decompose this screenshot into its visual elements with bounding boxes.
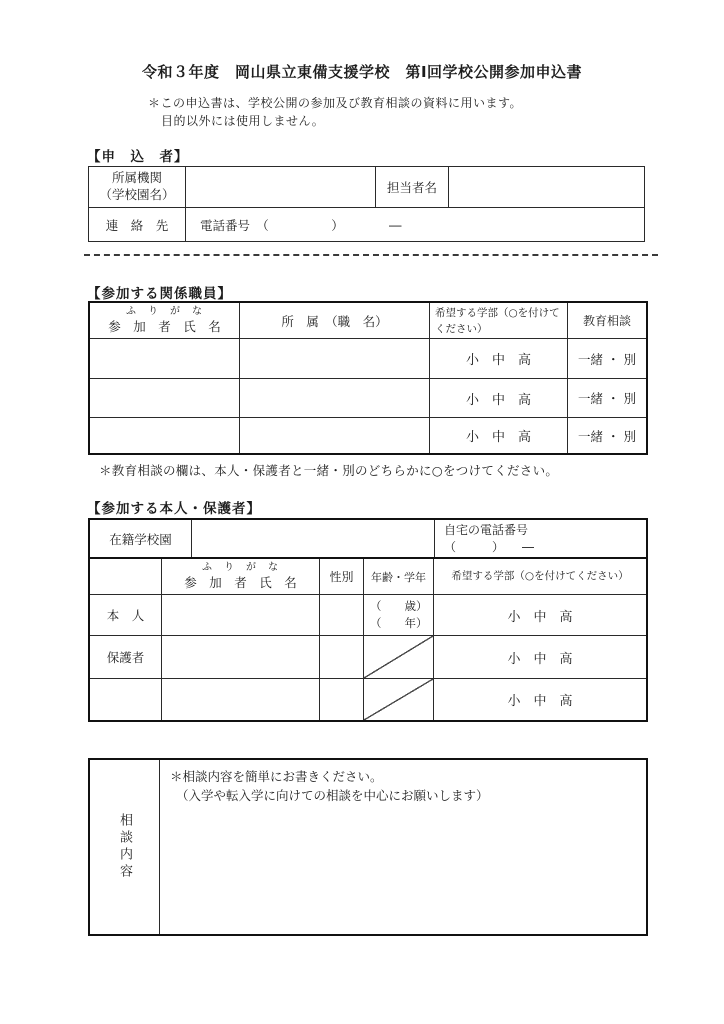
applicant-table (88, 166, 645, 242)
guardian-age-cell-crossed (364, 636, 434, 679)
consultation-label: 相談内容 (117, 813, 132, 881)
purpose-note-line1: ＊この申込書は、学校公開の参加及び教育相談の資料に用います。 (148, 96, 523, 110)
staff-row3-affiliation-cell (240, 418, 430, 453)
affiliation-label-line2: （学校園名） (99, 187, 175, 202)
staff-row1-consultation-options: 一緒 ・ 別 (568, 339, 646, 379)
contact-person-label: 担当者名 (376, 167, 449, 208)
participants-corner-cell (90, 559, 162, 595)
staff-section-heading: 【参加する関係職員】 (87, 286, 232, 302)
extra-name-cell (162, 679, 320, 720)
staff-name-header (90, 303, 240, 339)
enrolled-school-label: 在籍学校園 (90, 520, 192, 557)
staff-row3-name-cell (90, 418, 240, 453)
staff-table-note: ＊教育相談の欄は、本人・保護者と一緒・別のどちらかに○をつけてください。 (99, 463, 559, 478)
staff-name-header-label: 参 加 者 氏 名 (108, 318, 221, 334)
guardian-sex-cell (320, 636, 364, 679)
staff-row1-affiliation-cell (240, 339, 430, 379)
home-phone-value: （ ） ― (444, 539, 535, 554)
contact-label: 連 絡 先 (89, 208, 186, 241)
dashed-separator (84, 254, 658, 256)
affiliation-label (89, 167, 186, 208)
age-grade-header: 年齢・学年 (364, 559, 434, 595)
guardian-department-options: 小 中 高 (434, 636, 646, 679)
phone-number-label: 電話番号 （ ） (200, 217, 344, 233)
consultation-box (88, 758, 648, 936)
staff-row1-department-options: 小 中 高 (430, 339, 568, 379)
participants-grid (90, 559, 646, 720)
staff-row2-department-options: 小 中 高 (430, 379, 568, 418)
extra-age-cell-crossed (364, 679, 434, 720)
participants-furigana-header: ふ り が な (202, 562, 279, 574)
person-age-line1: （ 歳） (370, 598, 428, 613)
staff-row1-name-cell (90, 339, 240, 379)
sex-header: 性別 (320, 559, 364, 595)
person-name-cell (162, 595, 320, 636)
person-age-line2: （ 年） (370, 616, 428, 630)
extra-department-options: 小 中 高 (507, 694, 573, 709)
person-department-options: 小 中 高 (434, 595, 646, 636)
phone-number-dash: ― (389, 217, 402, 232)
participants-table (88, 518, 648, 722)
participants-name-header (162, 559, 320, 595)
participants-school-row (90, 520, 646, 559)
consultation-label-cell (90, 760, 160, 934)
affiliation-input-cell (186, 167, 376, 208)
extra-sex-cell (320, 679, 364, 720)
person-row-label: 本 人 (90, 595, 162, 636)
staff-row3-consultation-options: 一緒 ・ 別 (578, 428, 636, 444)
staff-consultation-header: 教育相談 (568, 303, 646, 339)
document-title: 令和３年度 岡山県立東備支援学校 第Ⅰ回学校公開参加申込書 (141, 63, 583, 81)
home-phone-label: 自宅の電話番号 (444, 523, 529, 538)
staff-row2-name-cell (90, 379, 240, 418)
staff-department-header: 希望する学部（○を付けてください） (430, 303, 568, 339)
consultation-content-cell (160, 760, 646, 934)
staff-table (88, 301, 648, 455)
guardian-name-cell (162, 636, 320, 679)
consultation-note-line1: ＊相談内容を簡単にお書きください。 (170, 769, 383, 784)
phone-number-cell (186, 208, 644, 241)
staff-row2-affiliation-cell (240, 379, 430, 418)
applicant-section-heading: 【申 込 者】 (87, 149, 189, 165)
staff-row3-department-options: 小 中 高 (430, 418, 568, 453)
participants-section-heading: 【参加する本人・保護者】 (87, 501, 261, 517)
enrolled-school-input-cell (192, 520, 435, 557)
staff-affiliation-header: 所 属 （職 名） (240, 303, 430, 339)
home-phone-cell (435, 520, 646, 557)
affiliation-label-line1: 所属機関 (111, 170, 162, 186)
guardian-row-label: 保護者 (90, 636, 162, 679)
consultation-note-line2: （入学や転入学に向けての相談を中心にお願いします） (176, 788, 489, 804)
purpose-note-line2: 目的以外には使用しません。 (161, 114, 325, 128)
staff-row2-consultation-options: 一緒 ・ 別 (568, 379, 646, 418)
participants-department-header: 希望する学部（○を付けてください） (434, 559, 646, 595)
participants-name-header-label: 参 加 者 氏 名 (184, 574, 297, 590)
contact-person-input-cell (449, 167, 644, 208)
extra-row-label (90, 679, 162, 720)
staff-furigana-header: ふ り が な (126, 306, 203, 318)
person-age-cell (364, 595, 434, 636)
person-sex-cell (320, 595, 364, 636)
